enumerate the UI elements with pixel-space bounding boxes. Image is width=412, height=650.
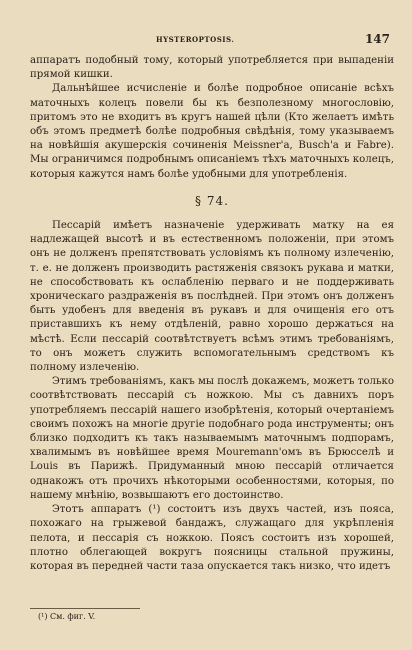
paragraph: аппаратъ подобный тому, который употребляется при выпаденіи прямой кишки. bbox=[30, 55, 394, 81]
page-body bbox=[30, 54, 394, 574]
paragraph: Этимъ требованіямъ, какъ мы послѣ докажемъ, можетъ только соотвѣтствовать пессарій съ ножкою. Мы съ давнихъ поръ употребляемъ пессарій нашего изобрѣтенія, который очертаніемъ своимъ похожъ на многіе другіе подобнаго рода инструменты; онъ близко подходитъ къ такъ называемымъ маточнымъ подпорамъ, хвалимымъ въ новѣйшее время Mouremann'омъ въ Брюсселѣ и Louis въ Парижѣ. Придуманный мною пессарій отличается однакожъ отъ прочихъ нѣкоторыми особенностями, которыя, по нашему мнѣнію, возвышаютъ его достоинство. bbox=[30, 376, 394, 501]
footnote: (¹) См. фиг. V. bbox=[38, 612, 96, 621]
page-header bbox=[34, 33, 398, 47]
paragraph: Дальнѣйшее исчисленіе и болѣе подробное описаніе всѣхъ маточныхъ колецъ повели бы къ безполезному многословію, притомъ это не входитъ въ кругъ нашей цѣли (Кто желаетъ имѣть объ этомъ предметѣ болѣе подробныя свѣдѣнія, тому указываемъ на новѣйшія акушерскія сочиненія Meissner'a, Busch'a и Fabre). Мы ограничимся подробнымъ описаніемъ тѣхъ маточныхъ колецъ, которыя кажутся намъ болѣе удобными для употребленія. bbox=[30, 83, 394, 180]
paragraph: Этотъ аппаратъ (¹) состоитъ изъ двухъ частей, изъ пояса, похожаго на грыжевой бандажъ, служащаго для укрѣпленія пелота, и пессарія съ ножкою. Поясъ состоитъ изъ хорошей, плотно облегающей вокругъ поясницы стальной пружины, которая въ передней части таза опускается такъ низко, что идетъ bbox=[30, 504, 394, 572]
running-title: HYSTEROPTOSIS. bbox=[156, 35, 235, 44]
footnote-rule bbox=[30, 608, 140, 609]
paragraph: Пессарій имѣетъ назначеніе удерживать матку на ея надлежащей высотѣ и въ естественномъ положеніи, при этомъ онъ не долженъ препятствовать условіямъ къ полному излеченію, т. е. не долженъ производить растяженія связокъ рукава и матки, не способствовать къ ослабленію перваго и не поддерживать хроническаго раздраженія въ послѣдней. При этомъ онъ долженъ быть удобенъ для введенія въ рукавъ и для очищенія его отъ приставшихъ къ нему отдѣленій, равно хорошо держаться на мѣстѣ. Если пессарій соотвѣтствуетъ всѣмъ этимъ требованіямъ, то онъ можетъ служить вспомогательнымъ средствомъ къ полному излеченію. bbox=[30, 220, 394, 374]
page-number: 147 bbox=[364, 32, 390, 46]
section-heading: § 74. bbox=[195, 193, 229, 208]
